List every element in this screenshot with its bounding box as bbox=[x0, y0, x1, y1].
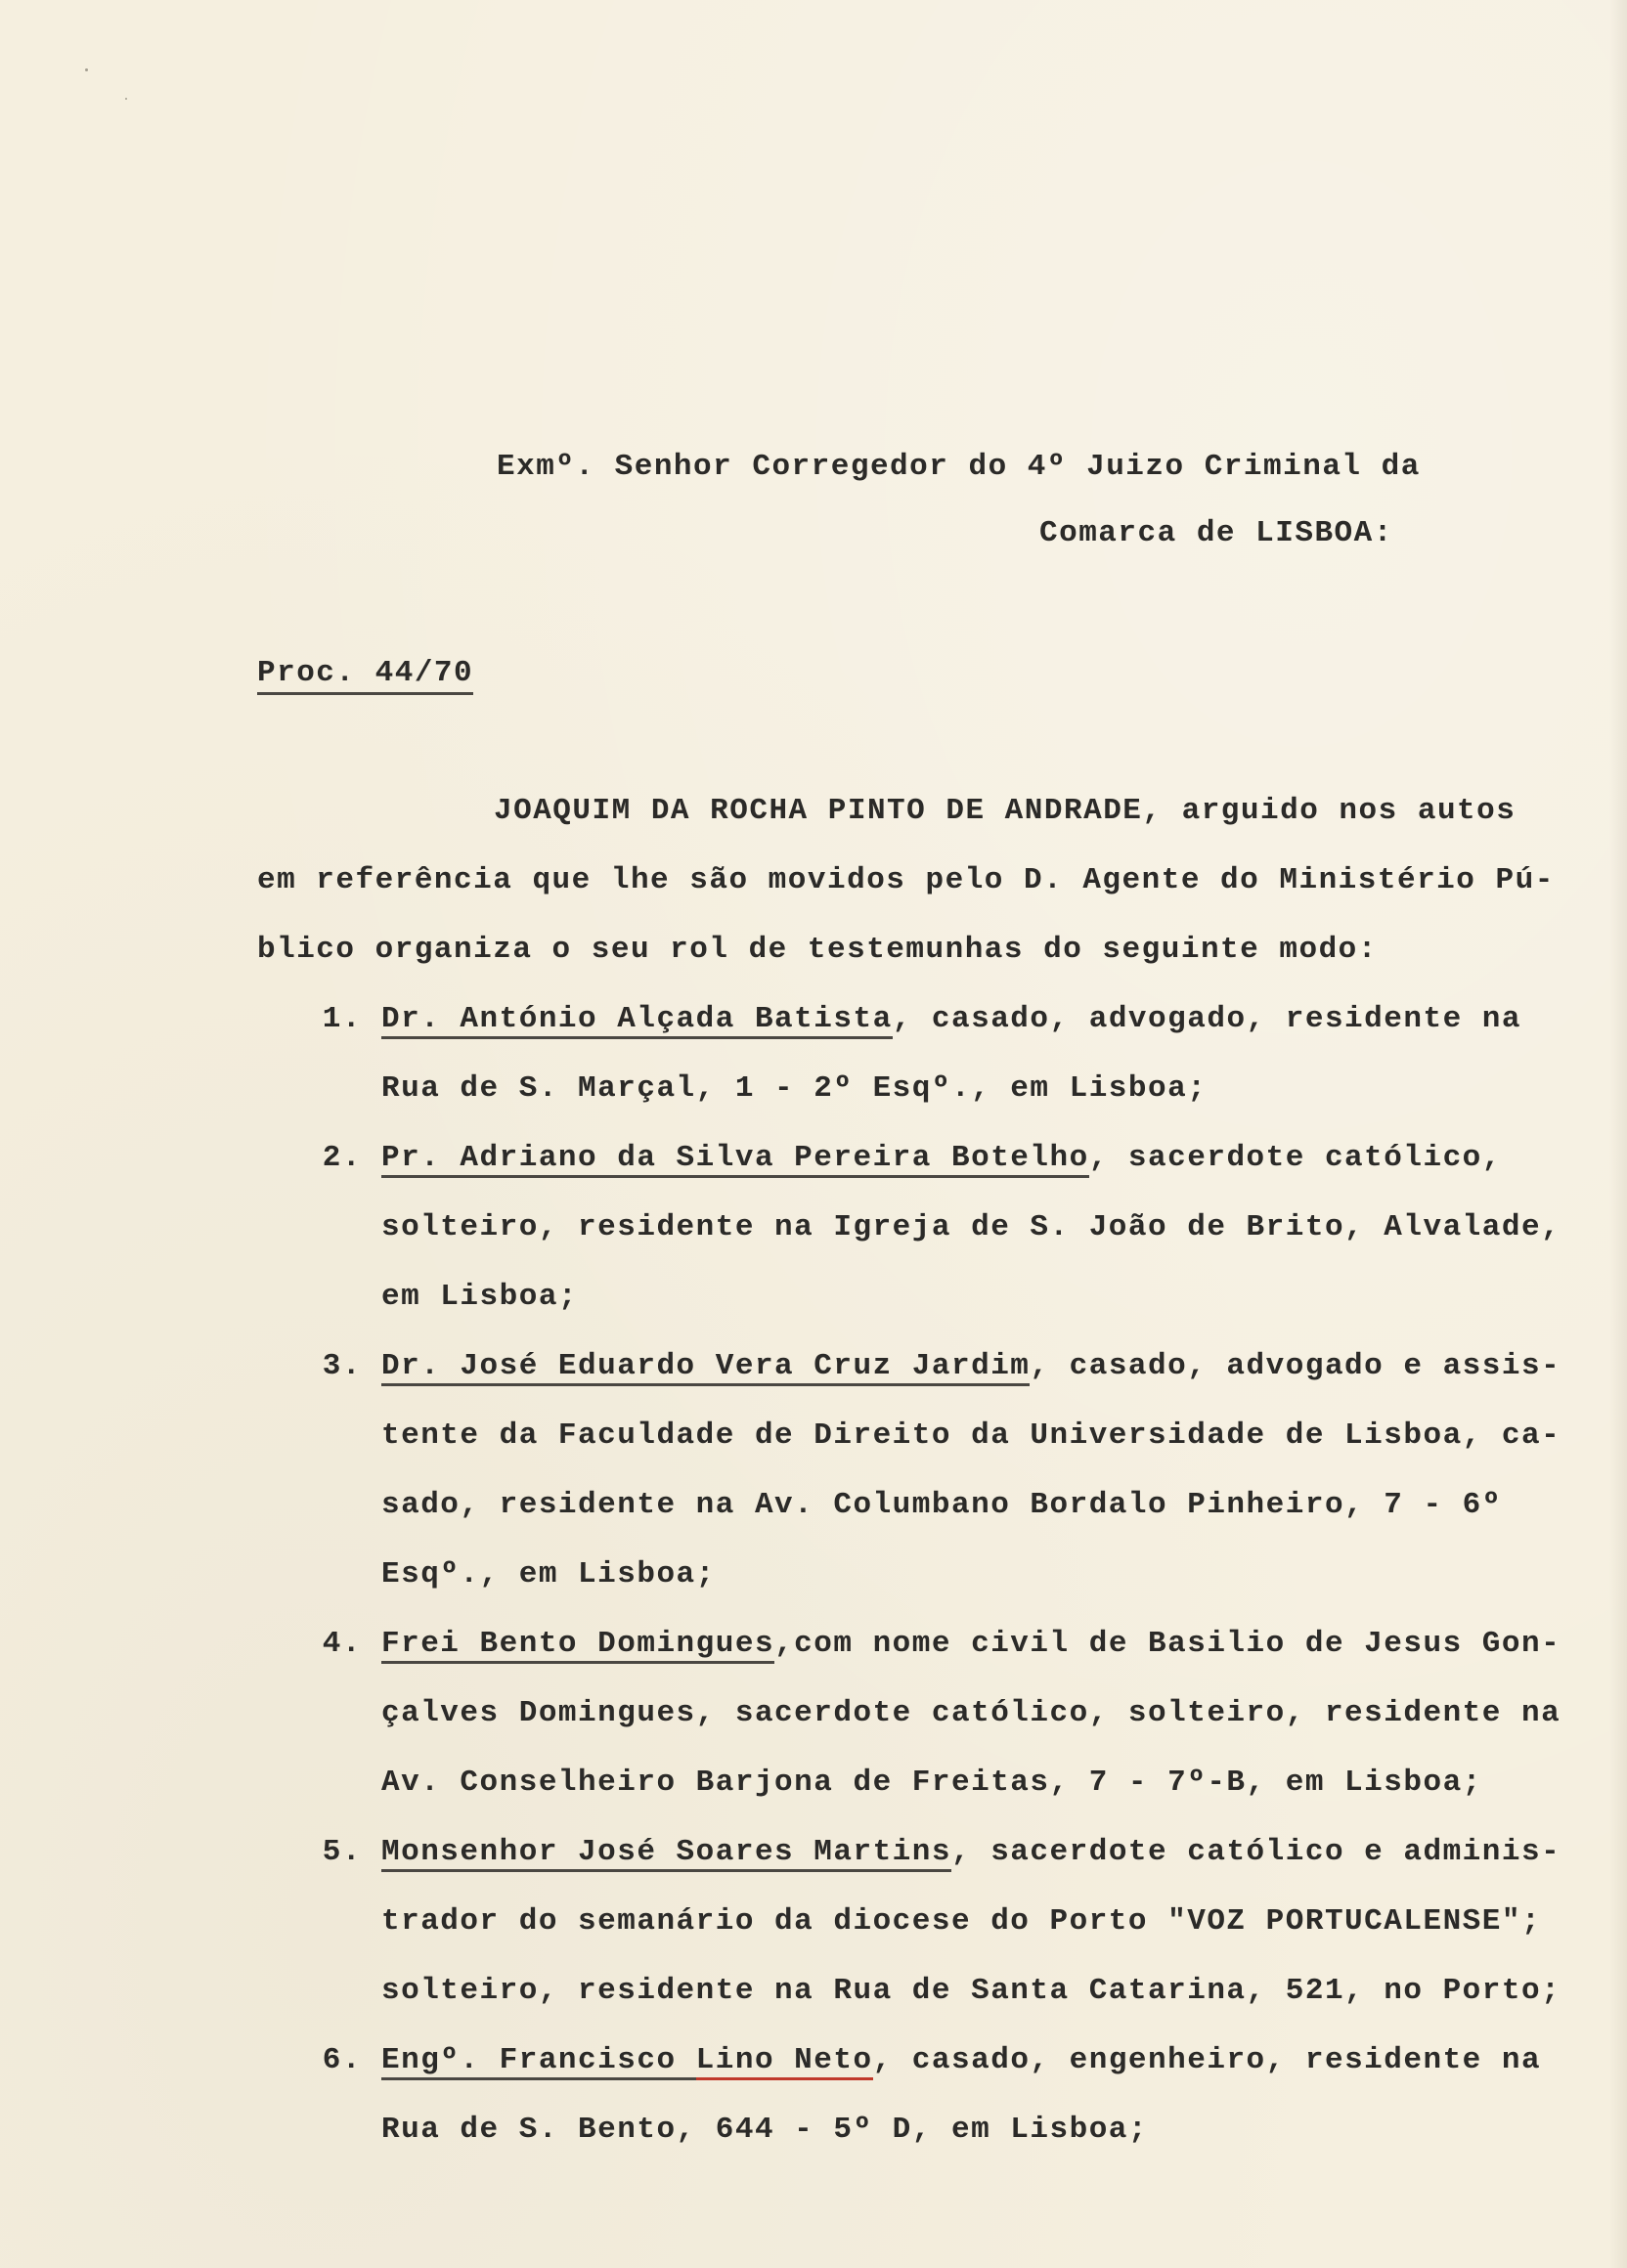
intro-line-3: blico organiza o seu rol de testemunhas do seguinte modo: bbox=[257, 933, 1378, 967]
witness-details: , casado, advogado e assis- bbox=[1030, 1349, 1561, 1383]
witness-name-part-2: Lino Neto bbox=[696, 2043, 873, 2080]
witness-first-line bbox=[381, 2041, 1541, 2080]
witness-name: Dr. José Eduardo Vera Cruz Jardim bbox=[381, 1349, 1030, 1386]
witness-detail-line: Rua de S. Marçal, 1 - 2º Esqº., em Lisboa; bbox=[381, 1071, 1208, 1106]
witness-name: Monsenhor José Soares Martins bbox=[381, 1835, 951, 1872]
witness-detail-line: solteiro, residente na Igreja de S. João de Brito, Alvalade, bbox=[381, 1210, 1561, 1244]
witness-name: Frei Bento Domingues bbox=[381, 1627, 774, 1664]
witness-name: Dr. António Alçada Batista bbox=[381, 1002, 893, 1039]
witness-first-line bbox=[381, 1139, 1502, 1178]
witness-detail-line: Av. Conselheiro Barjona de Freitas, 7 - 7º-B, em Lisboa; bbox=[381, 1766, 1482, 1800]
witness-detail-line: sado, residente na Av. Columbano Bordalo Pinheiro, 7 - 6º bbox=[381, 1488, 1502, 1522]
witness-number: 3. bbox=[322, 1349, 362, 1383]
witness-number: 5. bbox=[322, 1835, 362, 1869]
process-reference: Proc. 44/70 bbox=[257, 657, 473, 695]
witness-name-part-1: Engº. Francisco bbox=[381, 2043, 696, 2080]
witness-first-line bbox=[381, 1625, 1561, 1664]
witness-detail-line: trador do semanário da diocese do Porto "VOZ PORTUCALENSE"; bbox=[381, 1904, 1542, 1939]
witness-details: , sacerdote católico e adminis- bbox=[951, 1835, 1561, 1869]
witness-first-line bbox=[381, 1347, 1561, 1386]
witness-detail-line: Rua de S. Bento, 644 - 5º D, em Lisboa; bbox=[381, 2113, 1149, 2147]
witness-details: , casado, advogado, residente na bbox=[892, 1002, 1521, 1036]
paper-speck bbox=[85, 68, 88, 71]
witness-name: Pr. Adriano da Silva Pereira Botelho bbox=[381, 1141, 1089, 1178]
intro-line-2: em referência que lhe são movidos pelo D. Agente do Ministério Pú- bbox=[257, 863, 1555, 897]
page-edge-shadow bbox=[1609, 0, 1627, 2268]
witness-details: ,com nome civil de Basilio de Jesus Gon- bbox=[774, 1627, 1561, 1661]
witness-detail-line: tente da Faculdade de Direito da Universidade de Lisboa, ca- bbox=[381, 1418, 1561, 1453]
witness-detail-line: Esqº., em Lisboa; bbox=[381, 1557, 716, 1592]
witness-number: 2. bbox=[322, 1141, 362, 1175]
witness-detail-line: çalves Domingues, sacerdote católico, solteiro, residente na bbox=[381, 1696, 1561, 1730]
witness-detail-line: solteiro, residente na Rua de Santa Catarina, 521, no Porto; bbox=[381, 1974, 1561, 2008]
witness-number: 6. bbox=[322, 2043, 362, 2077]
witness-details: , sacerdote católico, bbox=[1088, 1141, 1502, 1175]
witness-number: 4. bbox=[322, 1627, 362, 1661]
paper-speck bbox=[125, 98, 127, 100]
witness-first-line bbox=[381, 1000, 1521, 1039]
addressee-line-2: Comarca de LISBOA: bbox=[1039, 516, 1393, 550]
witness-details: , casado, engenheiro, residente na bbox=[872, 2043, 1542, 2077]
intro-line-1: JOAQUIM DA ROCHA PINTO DE ANDRADE, arguido nos autos bbox=[494, 794, 1517, 828]
witness-detail-line: em Lisboa; bbox=[381, 1280, 579, 1314]
witness-number: 1. bbox=[322, 1002, 362, 1036]
witness-first-line bbox=[381, 1833, 1561, 1872]
addressee-line-1: Exmº. Senhor Corregedor do 4º Juizo Criminal da bbox=[497, 450, 1421, 484]
